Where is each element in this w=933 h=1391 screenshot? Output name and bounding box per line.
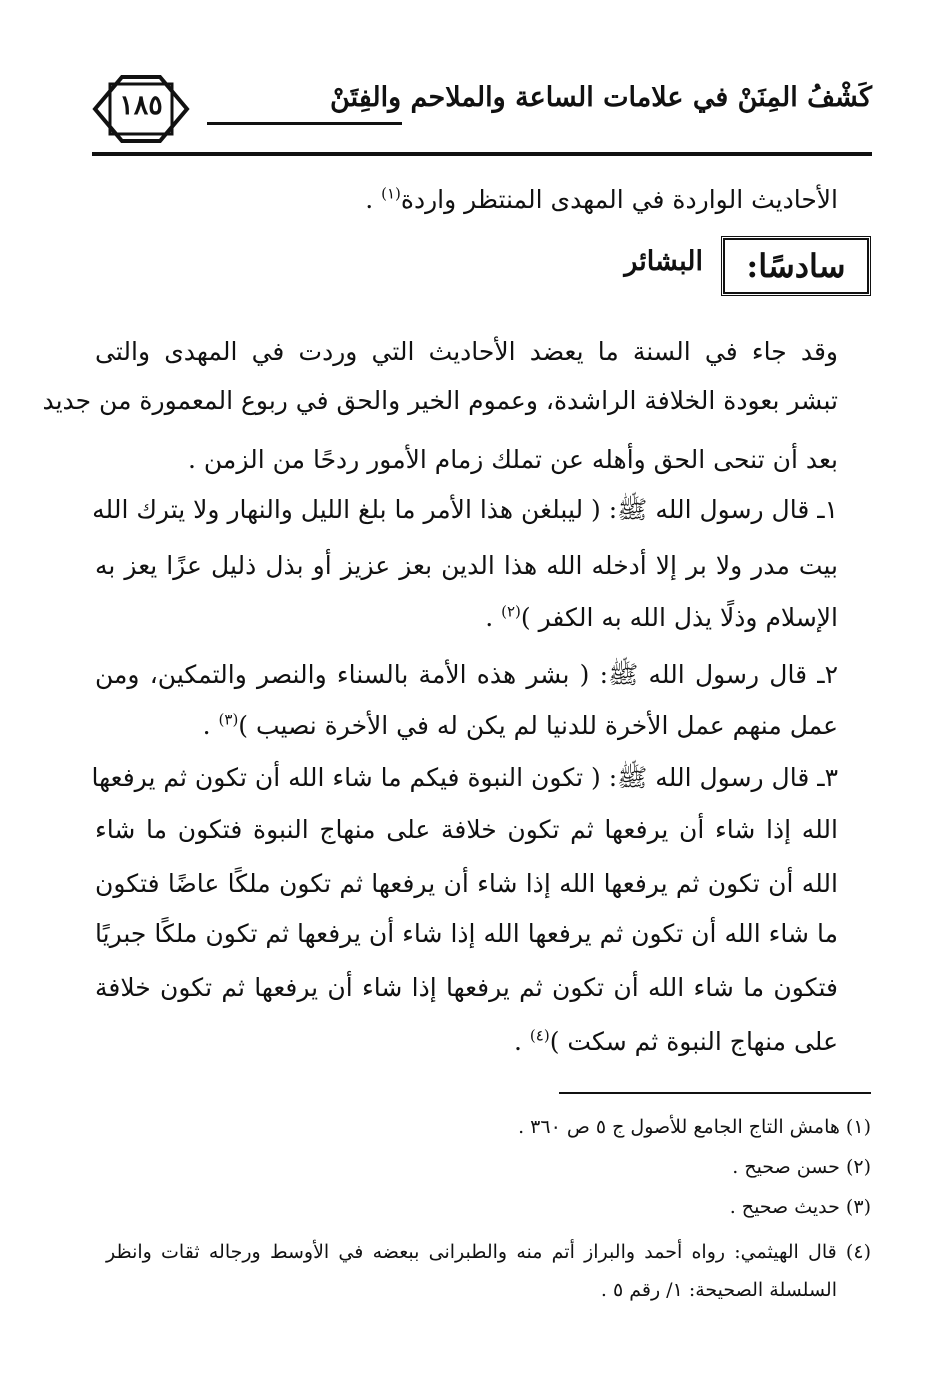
footnote-2: (٢) حسن صحيح . <box>732 1156 871 1178</box>
footnote-4-cont: السلسلة الصحيحة: ١/ رقم ٥ . <box>600 1279 837 1301</box>
footnote-1: (١) هامش التاج الجامع للأصول ج ٥ ص ٣٦٠ . <box>518 1116 871 1138</box>
hadith3-text-6: على منهاج النبوة ثم سكت ) <box>549 1027 838 1056</box>
hadith3-line-5: فتكون ما شاء الله أن تكون ثم يرفعها إذا شاء أن يرفعها ثم تكون خلافة <box>95 973 838 1002</box>
header-dash-divider <box>207 122 402 125</box>
hadith2-line-2 <box>203 706 838 746</box>
page-header <box>92 72 872 156</box>
para1-line-2: تبشر بعودة الخلافة الراشدة، وعموم الخير والحق في ربوع المعمورة من جديد <box>42 386 838 415</box>
intro-end: . <box>365 185 374 214</box>
hadith3-line-6 <box>514 1022 838 1062</box>
hadith1-line-3 <box>485 598 838 638</box>
hadith2-line-1: ٢ـ قال رسول الله ﷺ: ( بشر هذه الأمة بالسناء والنصر والتمكين، ومن <box>95 660 838 689</box>
hadith2-text-2: عمل منهم عمل الأخرة للدنيا لم يكن له في الأخرة نصيب ) <box>238 711 838 740</box>
footnote-ref-2: (٢) <box>501 602 521 621</box>
hadith1-text-3: الإسلام وذلًا يذل الله به الكفر ) <box>520 603 838 632</box>
hadith3-line-1: ٣ـ قال رسول الله ﷺ: ( تكون النبوة فيكم ما شاء الله أن تكون ثم يرفعها <box>91 763 838 792</box>
para1-line-3: بعد أن تنحى الحق وأهله عن تملك زمام الأمور ردحًا من الزمن . <box>188 445 838 474</box>
hadith3-line-4: ما شاء الله أن تكون ثم يرفعها الله إذا شاء أن يرفعها ثم تكون ملكًا جبريًا <box>95 919 838 948</box>
section-title: البشائر <box>624 246 703 277</box>
hadith1-line-1: ١ـ قال رسول الله ﷺ: ( ليبلغن هذا الأمر ما بلغ الليل والنهار ولا يترك الله <box>92 495 838 524</box>
book-title: كَشْفُ المِنَنْ في علامات الساعة والملاحم والفِتَنْ <box>330 82 872 113</box>
section-label-box: سادسًا: <box>721 236 871 296</box>
footnote-4: (٤) قال الهيثمي: رواه أحمد والبراز أتم منه والطبرانى ببعضه في الأوسط ورجاله ثقات وانظر <box>106 1241 871 1263</box>
footnote-ref-1: (١) <box>381 184 401 203</box>
para1-line-1: وقد جاء في السنة ما يعضد الأحاديث التي وردت في المهدى والتى <box>95 337 838 366</box>
footnote-rule <box>559 1092 871 1094</box>
footnote-3: (٣) حديث صحيح . <box>729 1196 871 1218</box>
hadith2-end: . <box>202 711 211 740</box>
hadith3-line-3: الله أن تكون ثم يرفعها الله إذا شاء أن يرفعها ثم تكون ملكًا عاضًا فتكون <box>95 869 838 898</box>
footnote-ref-3: (٣) <box>218 710 239 729</box>
hadith3-end: . <box>514 1027 522 1056</box>
footnote-ref-4: (٤) <box>529 1026 550 1045</box>
intro-text: الأحاديث الواردة في المهدى المنتظر واردة <box>400 185 838 214</box>
hadith1-line-2: بيت مدر ولا بر إلا أدخله الله هذا الدين بعز عزيز أو بذل ذليل عزًا يعز به <box>95 551 838 580</box>
hadith1-end: . <box>485 603 494 632</box>
intro-line <box>365 180 838 220</box>
page-number: ١٨٥ <box>119 90 163 121</box>
page-number-badge <box>92 74 190 144</box>
hadith3-line-2: الله إذا شاء أن يرفعها ثم تكون خلافة على منهاج النبوة فتكون ما شاء <box>95 815 838 844</box>
header-rule <box>92 152 872 156</box>
